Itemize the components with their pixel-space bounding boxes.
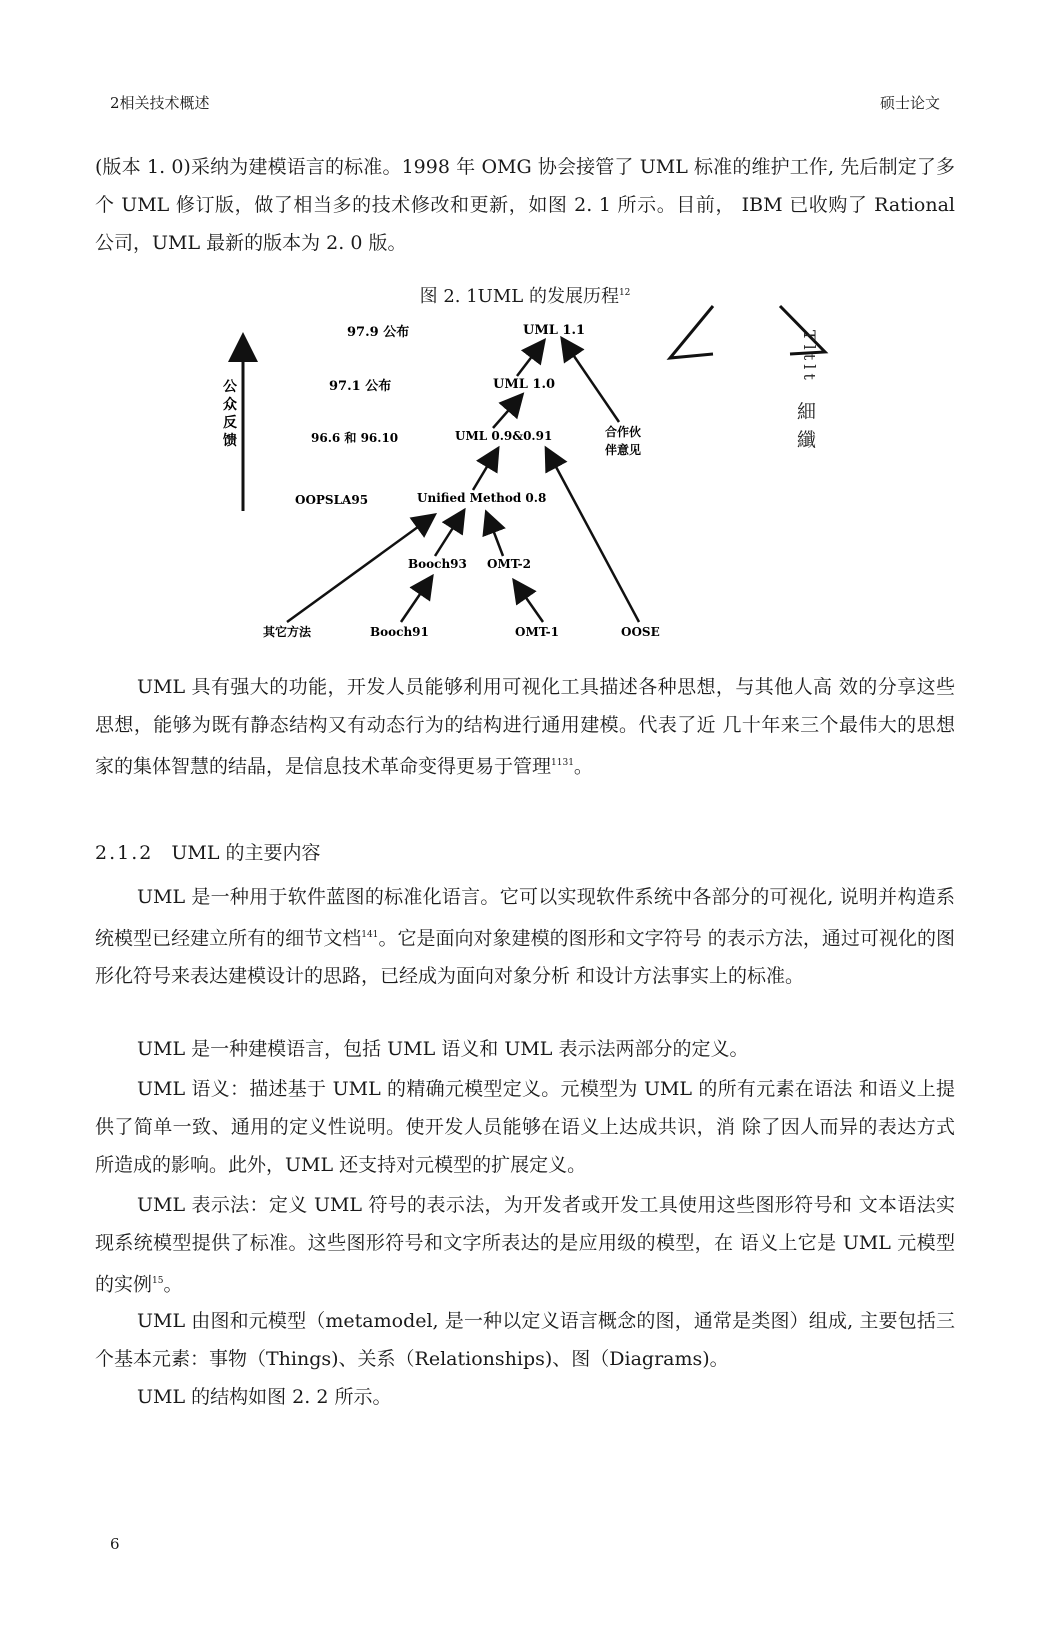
arrow-omt1-to-omt2 <box>515 582 543 622</box>
uml-history-figure <box>225 306 865 696</box>
arrow-booch91-to-booch93 <box>401 578 431 622</box>
node-booch91: Booch91 <box>370 625 429 639</box>
paragraph-uml-definition-text-b: 。它是面向对象建模的图形和文字符号 的表示方法，通过可视化的图形化符号来表达建模设计的思路，已经成为面向对象分析 和设计方法事实上的标准。 <box>95 927 955 988</box>
side-char-2: 纖 <box>797 429 817 451</box>
node-booch93: Booch93 <box>408 557 467 571</box>
node-partner-2: 伴意见 <box>605 443 642 457</box>
uml-history-diagram <box>225 306 865 696</box>
node-partner-1: 合作伙 <box>605 425 642 439</box>
ref-1131: 1131 <box>551 758 574 768</box>
node-other-methods: 其它方法 <box>263 625 312 639</box>
figure-caption-ref: 12 <box>618 288 631 298</box>
paragraph-uml-capabilities <box>95 668 955 785</box>
section-number: 2.1.2 <box>95 842 154 864</box>
paragraph-uml-notation <box>95 1186 955 1303</box>
paragraph-uml-capabilities-end: 。 <box>573 755 593 778</box>
paragraph-uml-structure: UML 的结构如图 2. 2 所示。 <box>137 1386 392 1408</box>
running-header-right: 硕士论文 <box>879 94 940 112</box>
arrow-uml09-to-uml10 <box>493 396 521 428</box>
arrow-booch93-to-unified <box>435 512 463 556</box>
side-chars <box>797 398 821 454</box>
feedback-char-1: 公 <box>223 379 237 395</box>
node-uml-1-1: UML 1.1 <box>523 323 586 338</box>
section-heading <box>95 838 320 865</box>
ref-15: 15 <box>152 1276 164 1286</box>
side-char-1: 細 <box>797 401 817 423</box>
paragraph-intro: (版本 1. 0)采纳为建模语言的标准。1998 年 OMG 协会接管了 UML 标准的维护工作, 先后制定了多个 UML 修订版，做了相当多的技术修改和更新，如图 2. 1 所示。目前， IBM 已收购了 Rational 公司，UML 最新的版本为 2. 0 版。 <box>95 156 955 254</box>
paragraph-uml-semantics: UML 语义：描述基于 UML 的精确元模型定义。元模型为 UML 的所有元素在语法 和语义上提供了简单一致、通用的定义性说明。使开发人员能够在语义上达成共识，消 除了因人而异的表达方式所造成的影响。此外，UML 还支持对元模型的扩展定义。 <box>95 1078 955 1176</box>
arrow-omt2-to-unified <box>487 514 503 556</box>
node-unified-method: Unified Method 0.8 <box>417 491 547 505</box>
node-omt1: OMT-1 <box>515 625 560 639</box>
side-vertical-text: Tltlt <box>800 330 819 384</box>
paragraph-uml-notation-text: UML 表示法：定义 UML 符号的表示法，为开发者或开发工具使用这些图形符号和 文本语法实现系统模型提供了标准。这些图形符号和文字所表达的是应用级的模型，在 语义上它是 UML 元模型的实例 <box>95 1194 955 1296</box>
paragraph-uml-notation-end: 。 <box>163 1273 183 1296</box>
figure-caption <box>0 282 1050 308</box>
page-number: 6 <box>110 1535 120 1553</box>
figure-caption-text: 图 2. 1UML 的发展历程 <box>419 286 619 307</box>
label-oopsla: OOPSLA95 <box>295 493 369 507</box>
node-omt2: OMT-2 <box>487 557 532 571</box>
feedback-char-3: 反 <box>223 415 237 431</box>
paragraph-uml-elements: UML 由图和元模型（metamodel, 是一种以定义语言概念的图，通常是类图）组成, 主要包括三个基本元素：事物（Things)、关系（Relationships)、图（Diagrams)。 <box>95 1310 955 1370</box>
paragraph-uml-capabilities-text: UML 具有强大的功能，开发人员能够利用可视化工具描述各种思想，与其他人高 效的分享这些思想，能够为既有静态结构又有动态行为的结构进行通用建模。代表了近 几十年来三个最伟大的思想家的集体智慧的结晶，是信息技术革命变得更易于管理 <box>95 676 955 778</box>
node-uml-1-0: UML 1.0 <box>493 377 556 392</box>
arrow-unified-to-uml09 <box>473 450 497 490</box>
ref-141: 141 <box>361 930 379 940</box>
feedback-char-4: 馈 <box>223 433 237 449</box>
node-oose: OOSE <box>621 625 660 639</box>
arrow-partner-to-uml11 <box>563 340 619 422</box>
running-header-left: 2相关技术概述 <box>110 94 210 112</box>
arrow-oose-to-uml09 <box>547 450 639 622</box>
node-uml-0-9: UML 0.9&0.91 <box>455 429 553 443</box>
paragraph-uml-definition <box>95 878 955 995</box>
label-96: 96.6 和 96.10 <box>311 431 399 445</box>
section-title: UML 的主要内容 <box>171 842 321 864</box>
label-97-1: 97.1 公布 <box>329 379 392 394</box>
paragraph-uml-parts: UML 是一种建模语言，包括 UML 语义和 UML 表示法两部分的定义。 <box>137 1038 749 1060</box>
feedback-char-2: 众 <box>223 397 237 413</box>
arrow-uml10-to-uml11 <box>517 342 543 376</box>
label-97-9: 97.9 公布 <box>347 325 410 340</box>
paragraph-uml-definition-text-a: UML 是一种用于软件蓝图的标准化语言。它可以实现软件系统中各部分的可视化, 说明并构造系统模型已经建立所有的细节文档 <box>95 886 955 950</box>
